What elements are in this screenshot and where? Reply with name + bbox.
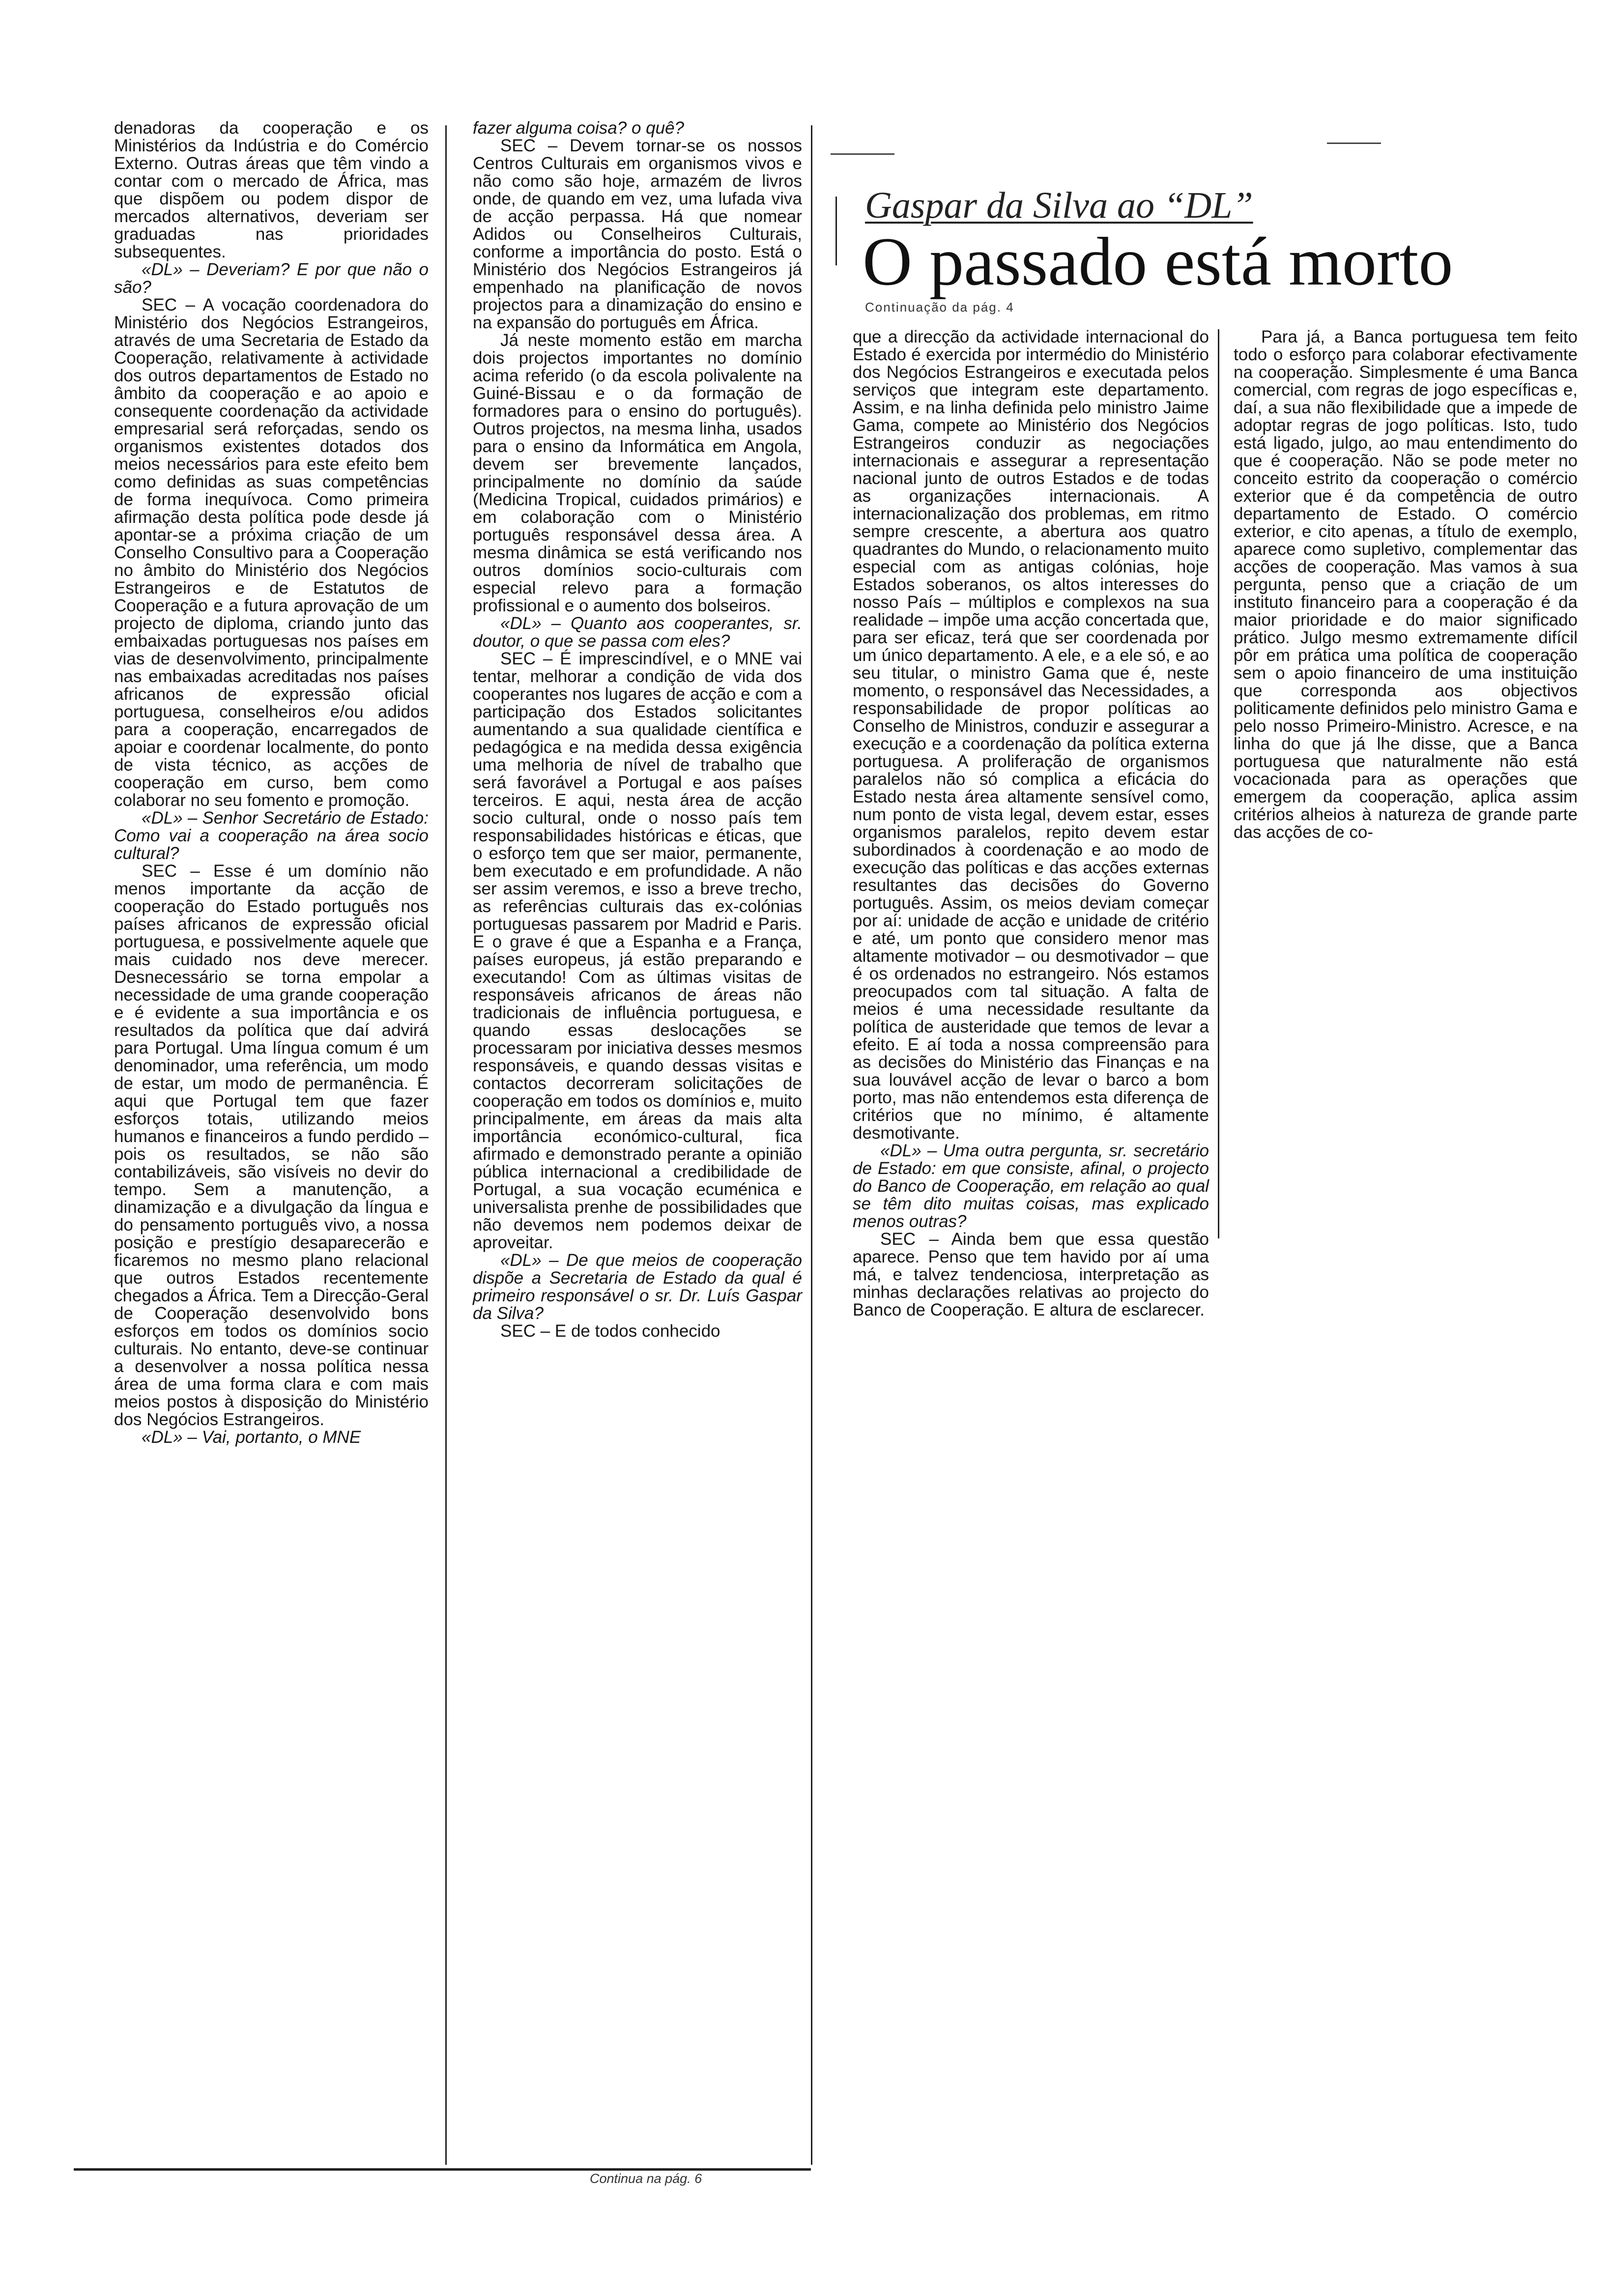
headline-side-rule <box>835 197 837 265</box>
article-headline: O passado está morto <box>863 224 1453 300</box>
text-column-2 <box>473 119 802 1340</box>
article-paragraph: SEC – E de todos conhecido <box>500 1321 720 1341</box>
article-paragraph: «DL» – Senhor Secretário de Estado: Como vai a cooperação na área socio cultural? <box>114 808 429 863</box>
article-paragraph: «DL» – Uma outra pergunta, sr. secretário de Estado: em que consiste, afinal, o projecto do Banco de Cooperação, em relação ao qual se têm dito muitas coisas, mas explicado menos outras? <box>853 1141 1209 1231</box>
article-paragraph: SEC – Esse é um domínio não menos importante da acção de cooperação do Estado português nos países africanos de expressão oficial portuguesa, e possivelmente aquele que mais cuidado nos deve merecer. Desnecessário se torna empolar a necessidade de uma grande cooperação e é evidente a sua importância e os resultados da política que daí advirá para Portugal. Uma língua comum é um denominador, uma referência, um modo de estar, um modo de permanência. É aqui que Portugal tem que fazer esforços totais, utilizando meios humanos e financeiros a fundo perdido – pois os resultados, se não são contabilizáveis, são visíveis no devir do tempo. Sem a manutenção, a dinamização e a divulgação da língua e do pensamento português vivo, a nossa posição e prestígio desaparecerão e ficaremos no mesmo plano relacional que outros Estados recentemente chegados a África. Tem a Direcção-Geral de Cooperação desenvolvido bons esforços em todos os domínios socio culturais. No entanto, deve-se continuar a desenvolver a nossa política nessa área de uma forma clara e com mais meios postos à disposição do Ministério dos Negócios Estrangeiros. <box>114 861 429 1429</box>
article-paragraph: SEC – A vocação coordenadora do Ministério dos Negócios Estrangeiros, através de uma Secretaria de Estado da Cooperação, relativamente à actividade dos outros departamentos de Estado no âmbito da cooperação e ao apoio e consequente coordenação da actividade empresarial será reforçadas, sendo os organismos existentes dotados dos meios necessários para este efeito bem como definidas as suas competências de forma inequívoca. Como primeira afirmação desta política pode desde já apontar-se a próxima criação de um Conselho Consultivo para a Cooperação no âmbito do Ministério dos Negócios Estrangeiros e de Estatutos de Cooperação e a futura aprovação de um projecto de diploma, criando junto das embaixadas portuguesas nos países em vias de desenvolvimento, principalmente nas embaixadas acreditadas nos países africanos de expressão oficial portuguesa, conselheiros e/ou adidos para a cooperação, encarregados de apoiar e coordenar localmente, do ponto de vista técnico, as acções de cooperação em curso, bem como colaborar no seu fomento e promoção. <box>114 295 429 810</box>
continuation-to-note: Continua na pág. 6 <box>590 2171 702 2186</box>
top-margin-mark <box>831 153 894 155</box>
article-paragraph: SEC – É imprescindível, e o MNE vai tentar, melhorar a condição de vida dos cooperantes nos lugares de acção e com a participação dos Estados solicitantes aumentando a sua qualidade científica e pedagógica e na medida dessa exigência uma melhoria de nível de trabalho que será favorável a Portugal e aos países terceiros. E aqui, nesta área de acção socio cultural, onde o nosso país tem responsabilidades históricas e éticas, que o esforço tem que ser maior, permanente, bem executado e em profundidade. A não ser assim veremos, e isso a breve trecho, as referências culturais das ex-colónias portuguesas passarem por Madrid e Paris. E o grave é que a Espanha e a França, países europeus, já estão preparando e executando! Com as últimas visitas de responsáveis africanos de áreas não tradicionais de influência portuguesa, e quando essas deslocações se processaram por iniciativa desses mesmos responsáveis, e quando dessas visitas e contactos decorreram solicitações de cooperação em todos os domínios e, muito principalmente, em áreas da mais alta importância económico-cultural, fica afirmado e demonstrado perante a opinião pública internacional a credibilidade de Portugal, a sua vocação ecuménica e universalista prenhe de possibilidades que não devemos nem podemos deixar de aproveitar. <box>473 649 802 1252</box>
article-paragraph: «DL» – De que meios de cooperação dispõe a Secretaria de Estado da qual é primeiro responsável o sr. Dr. Luís Gaspar da Silva? <box>473 1251 802 1323</box>
article-paragraph: «DL» – Deveriam? E por que não o são? <box>114 260 429 297</box>
article-paragraph: que a direcção da actividade internacional do Estado é exercida por intermédio do Ministério dos Negócios Estrangeiros e executada pelos serviços que integram este departamento. Assim, e na linha definida pelo ministro Jaime Gama, compete ao Ministério dos Negócios Estrangeiros conduzir as negociações internacionais e assegurar a representação nacional junto de outros Estados e de todas as organizações internacionais. A internacionalização dos problemas, em ritmo sempre crescente, a abertura aos quatro quadrantes do Mundo, o relacionamento muito especial com as antigas colónias, hoje Estados soberanos, os altos interesses do nosso País – múltiplos e complexos na sua realidade – impõe uma acção concertada que, para ser eficaz, terá que ser coordenada por um único departamento. A ele, e a ele só, e ao seu titular, o ministro Gama que é, neste momento, o responsável das Necessidades, a responsabilidade de propor políticas ao Conselho de Ministros, conduzir e assegurar a execução e a coordenação da política externa portuguesa. A proliferação de organismos paralelos não só complica a eficácia do Estado nesta área altamente sensível como, num ponto de vista legal, devem estar, esses organismos paralelos, repito devem estar subordinados à coordenação e ao modo de execução das políticas e das acções externas resultantes das decisões do Governo português. Assim, os meios deviam começar por aí: unidade de acção e unidade de critério e até, um ponto que considero menor mas altamente motivador – ou desmotivador – que é os ordenados no estrangeiro. Nós estamos preocupados com tal situação. A falta de meios é uma necessidade resultante da política de austeridade que temos de levar a efeito. E aí toda a nossa compreensão para as decisões do Ministério das Finanças e na sua louvável acção de levar o barco a bom porto, mas não entendemos esta diferença de critérios que no mínimo, é altamente desmotivante. <box>853 327 1209 1143</box>
article-paragraph: «DL» – Quanto aos cooperantes, sr. doutor, o que se passa com eles? <box>473 614 802 651</box>
article-kicker: Gaspar da Silva ao “DL” <box>865 185 1253 226</box>
article-paragraph: SEC – Devem tornar-se os nossos Centros Culturais em organismos vivos e não como são hoje, armazém de livros onde, de quando em vez, uma lufada viva de acção perpassa. Há que nomear Adidos ou Conselheiros Culturais, conforme a importância do posto. Está o Ministério dos Negócios Estrangeiros já empenhado na planificação de novos projectos para a dinamização do ensino e na expansão do português em África. <box>473 136 802 332</box>
article-paragraph: Para já, a Banca portuguesa tem feito todo o esforço para colaborar efectivamente na cooperação. Simplesmente é uma Banca comercial, com regras de jogo específicas e, daí, a sua não flexibilidade que a impede de adoptar regras de jogo políticas. Isto, tudo está ligado, julgo, ao mau entendimento do que é cooperação. Não se pode meter no conceito estrito da cooperação o comércio exterior que é da competência de outro departamento de Estado. O comércio exterior, e cito apenas, a título de exemplo, aparece como supletivo, complementar das acções de cooperação. Mas vamos à sua pergunta, penso que a criação de um instituto financeiro para a cooperação é da maior prioridade e do maior significado prático. Julgo mesmo extremamente difícil pôr em prática uma política de cooperação sem o apoio financeiro de uma instituição que corresponda aos objectivos politicamente definidos pelo ministro Gama e pelo nosso Primeiro-Ministro. Acresce, e na linha do que já lhe disse, que a Banca portuguesa que naturalmente não está vocacionada para as operações que emergem da cooperação, aplica assim critérios alheios à natureza de grande parte das acções de co- <box>1234 327 1578 842</box>
article-paragraph: denadoras da cooperação e os Ministérios da Indústria e do Comércio Externo. Outras áreas que têm vindo a contar com o mercado de África, mas que dispõem ou podem dispor de mercados alternativos, deveriam ser graduadas nas prioridades subsequentes. <box>114 118 429 261</box>
top-margin-mark-right <box>1327 143 1381 144</box>
article-paragraph: fazer alguma coisa? o quê? <box>473 118 684 138</box>
text-column-1 <box>114 119 429 1446</box>
column-rule-1 <box>445 125 447 2165</box>
text-column-3 <box>853 328 1209 1319</box>
article-paragraph: SEC – Ainda bem que essa questão aparece. Penso que tem havido por aí uma má, e talvez tendenciosa, interpretação as minhas declarações relativas ao projecto do Banco de Cooperação. E altura de esclarecer. <box>853 1230 1209 1320</box>
column-rule-3 <box>1218 329 1219 1238</box>
continuation-from-note: Continuação da pág. 4 <box>865 300 1014 315</box>
article-paragraph: «DL» – Vai, portanto, o MNE <box>142 1428 361 1447</box>
column-rule-2 <box>811 125 812 2165</box>
article-paragraph: Já neste momento estão em marcha dois projectos importantes no domínio acima referido (o da escola polivalente na Guiné-Bissau e o da formação de formadores para o ensino do português). Outros projectos, na mesma linha, usados para o ensino da Informática em Angola, devem ser brevemente lançados, principalmente no domínio da saúde (Medicina Tropical, cuidados primários) e em colaboração com o Ministério português responsável dessa área. A mesma dinâmica se está verificando nos outros domínios socio-culturais com especial relevo para a formação profissional e o aumento dos bolseiros. <box>473 331 802 615</box>
bottom-rule <box>74 2168 811 2171</box>
text-column-4 <box>1234 328 1578 841</box>
